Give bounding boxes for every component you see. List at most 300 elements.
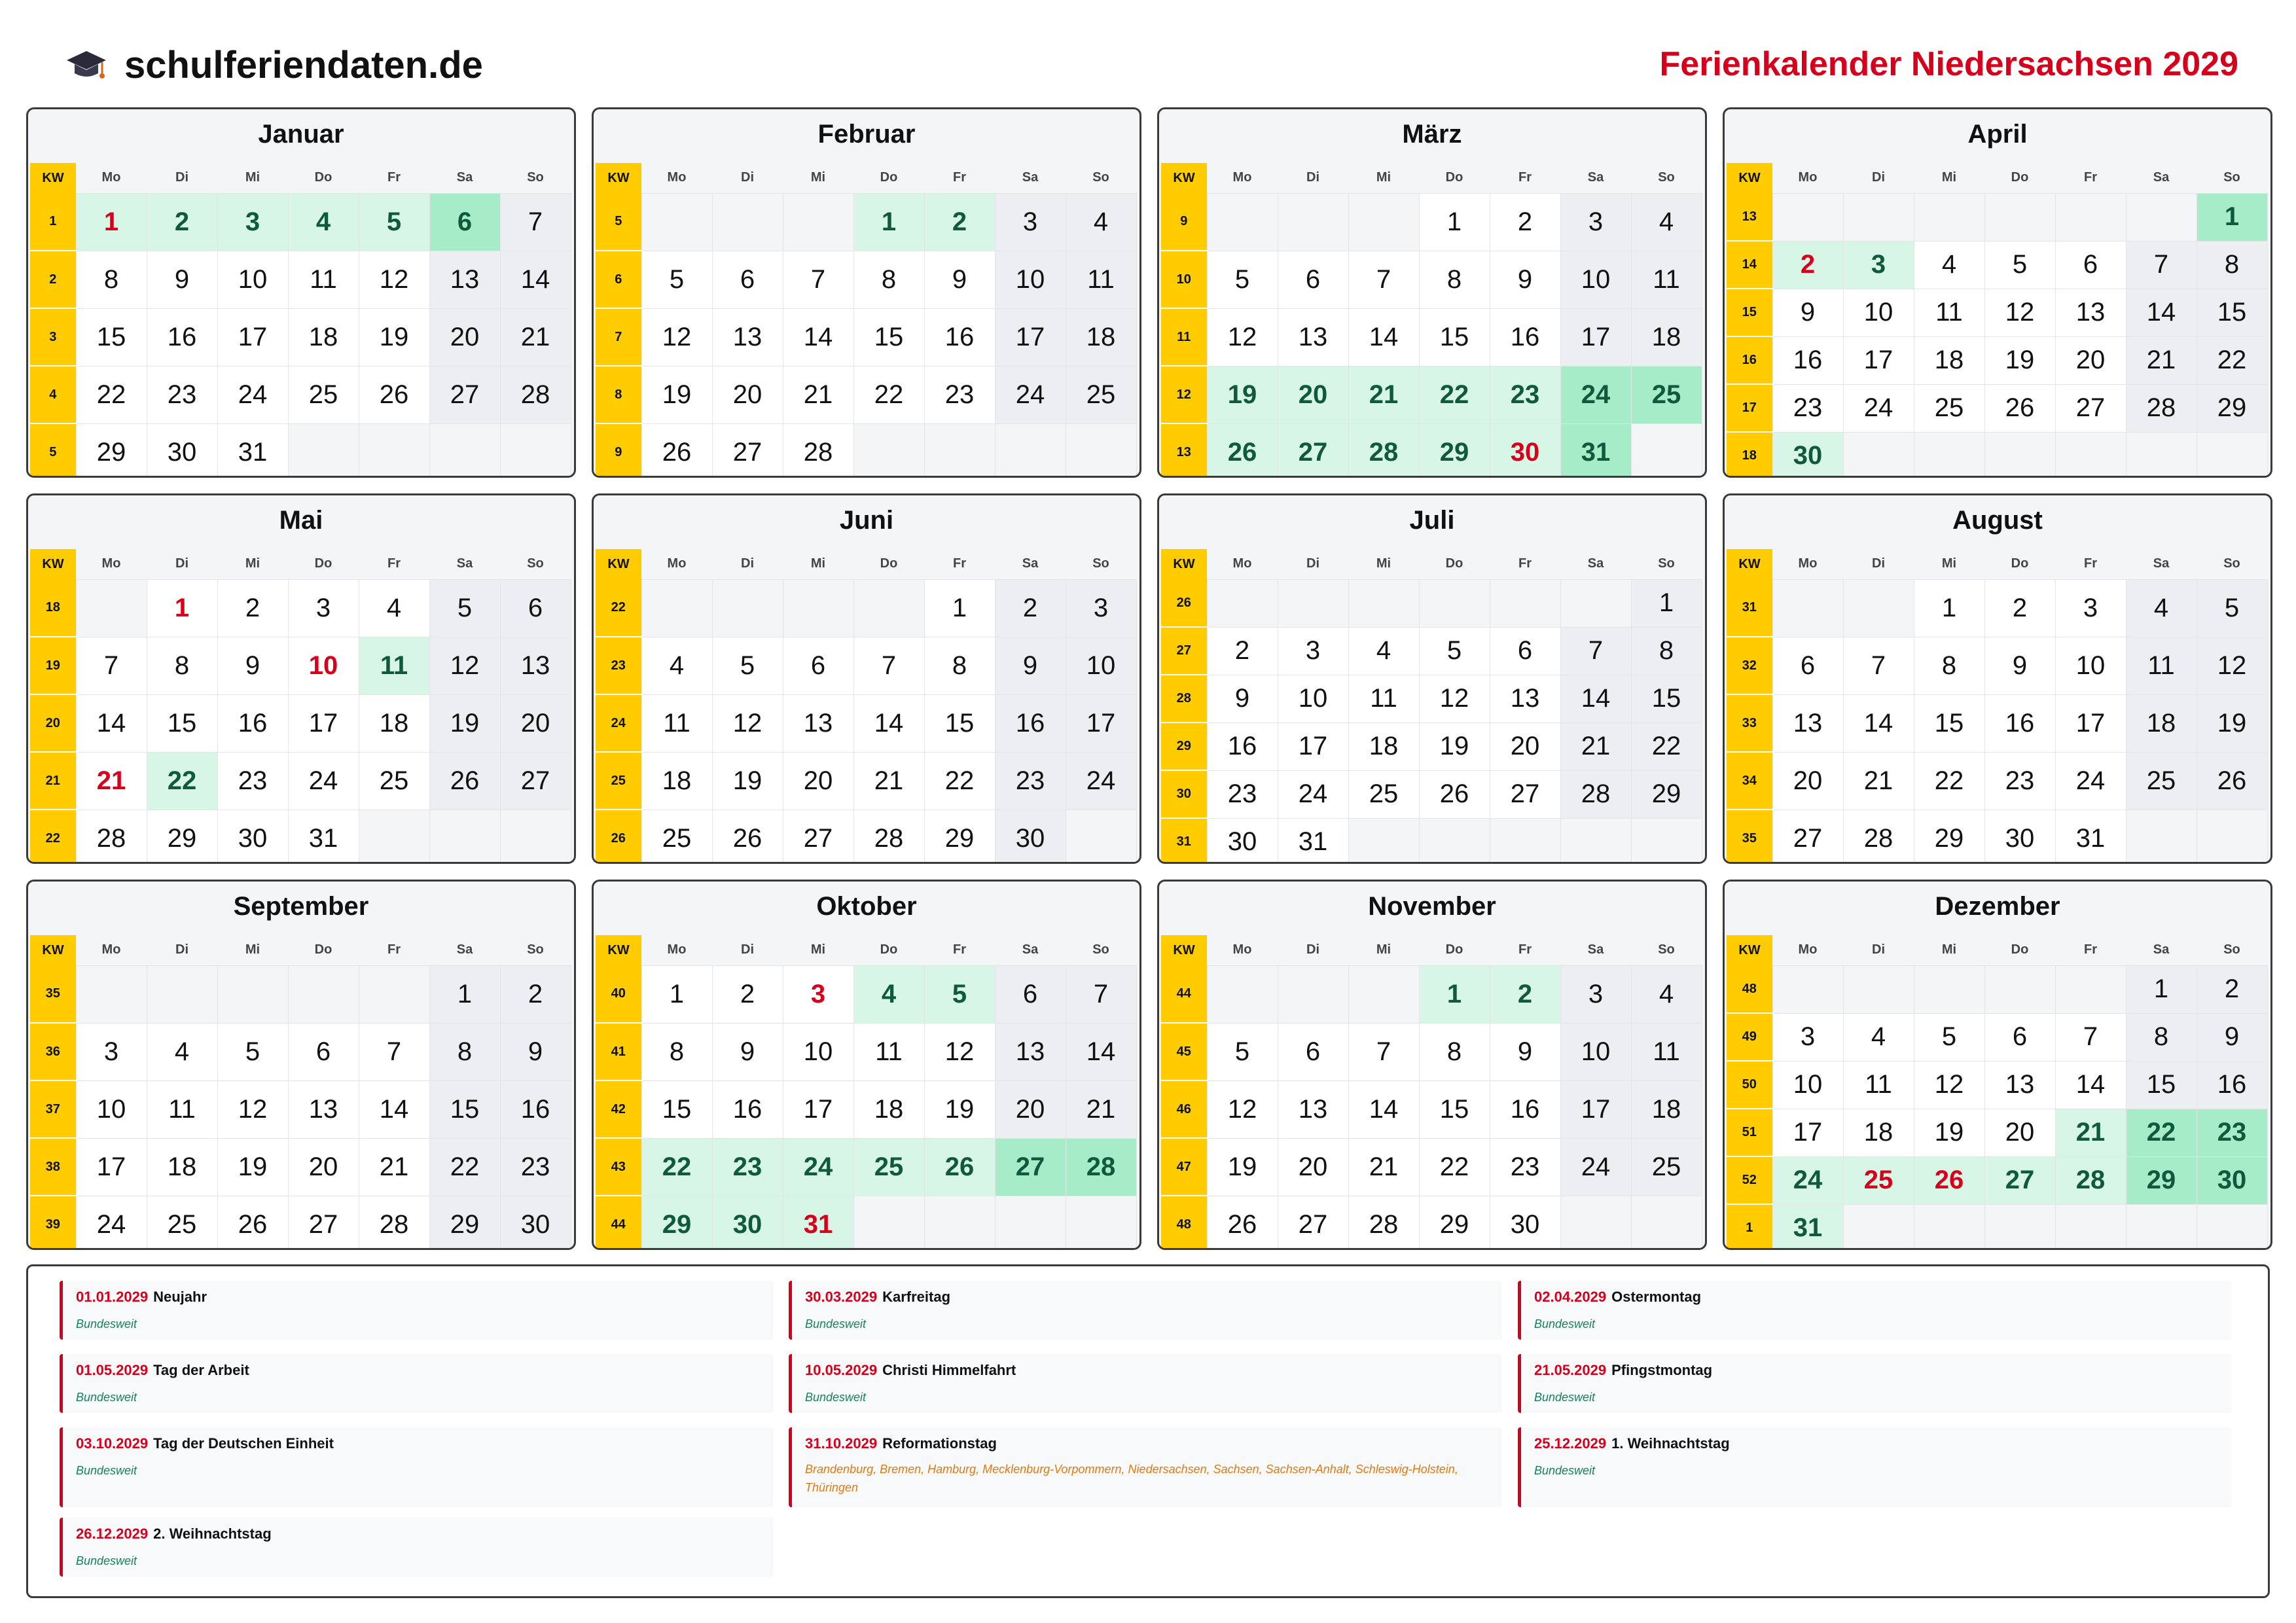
- week-row: [30, 637, 571, 694]
- weekday-header: Sa: [1587, 942, 1604, 957]
- day-cell: 25: [2126, 752, 2197, 810]
- weekday-header: Mo: [667, 170, 687, 185]
- holiday-date: 10.05.2029: [805, 1362, 878, 1378]
- weekday-header-row: [1727, 549, 2267, 579]
- vacation-day-cell: 22: [147, 752, 217, 810]
- day-cell: 14: [500, 251, 571, 308]
- empty-cell: [1560, 818, 1631, 864]
- vacation-day-cell: 26: [924, 1138, 995, 1196]
- day-cell: 6: [712, 251, 783, 308]
- kw-number: 21: [30, 752, 76, 810]
- day-cell: 19: [359, 308, 429, 366]
- day-cell: 12: [641, 308, 712, 366]
- day-cell: 10: [1772, 1061, 1843, 1109]
- weekday-header: Mi: [245, 556, 260, 571]
- kw-number: 22: [30, 810, 76, 864]
- month-table: [1727, 549, 2268, 864]
- month-11: [1157, 880, 1707, 1250]
- holiday-date: 21.05.2029: [1534, 1362, 1607, 1378]
- week-row: [1161, 675, 1702, 722]
- month-table: [596, 935, 1137, 1250]
- empty-cell: [1772, 193, 1843, 241]
- weekday-header: So: [1658, 942, 1675, 957]
- day-cell: 4: [147, 1023, 217, 1080]
- kw-number: 47: [1161, 1138, 1207, 1196]
- week-row: [1727, 752, 2267, 810]
- month-table: [1727, 163, 2268, 478]
- weekday-header: So: [527, 556, 544, 571]
- day-cell: 21: [783, 366, 853, 423]
- day-cell: 18: [2126, 694, 2197, 752]
- weekday-header: Do: [2011, 556, 2029, 571]
- vacation-day-cell: 27: [1984, 1156, 2055, 1204]
- day-cell: 25: [1914, 384, 1984, 432]
- day-cell: 20: [500, 694, 571, 752]
- day-cell: 20: [995, 1080, 1066, 1138]
- empty-cell: [1631, 1196, 1702, 1250]
- holiday-date: 25.12.2029: [1534, 1435, 1607, 1452]
- day-cell: 11: [1914, 289, 1984, 336]
- day-cell: 18: [1631, 308, 1702, 366]
- kw-number: 20: [30, 694, 76, 752]
- day-cell: 1: [641, 965, 712, 1023]
- kw-number: 29: [1161, 722, 1207, 770]
- day-cell: 2: [217, 579, 288, 637]
- holiday-entry: [1518, 1354, 2231, 1413]
- day-cell: 19: [2197, 694, 2267, 752]
- day-cell: 11: [1066, 251, 1136, 308]
- weekday-header: Sa: [1022, 942, 1039, 957]
- empty-cell: [1843, 193, 1914, 241]
- day-cell: 9: [1772, 289, 1843, 336]
- day-cell: 10: [76, 1080, 147, 1138]
- day-cell: 12: [1207, 308, 1278, 366]
- day-cell: 31: [288, 810, 359, 864]
- day-cell: 7: [1560, 627, 1631, 675]
- day-cell: 20: [429, 308, 500, 366]
- week-row: [1727, 579, 2267, 637]
- kw-number: 35: [30, 965, 76, 1023]
- month-3: [1157, 107, 1707, 478]
- holiday-heading: [76, 1289, 773, 1306]
- day-cell: 6: [995, 965, 1066, 1023]
- vacation-day-cell: 30: [1772, 432, 1843, 478]
- empty-cell: [2126, 193, 2197, 241]
- month-5: [26, 493, 576, 864]
- day-cell: 1: [1914, 579, 1984, 637]
- day-cell: 24: [1066, 752, 1136, 810]
- week-row: [1727, 694, 2267, 752]
- day-cell: 8: [1631, 627, 1702, 675]
- day-cell: 19: [1984, 336, 2055, 384]
- day-cell: 7: [1843, 637, 1914, 694]
- day-cell: 12: [924, 1023, 995, 1080]
- day-cell: 8: [1914, 637, 1984, 694]
- week-row: [596, 637, 1136, 694]
- weekday-header: Di: [1872, 556, 1885, 571]
- day-cell: 21: [2126, 336, 2197, 384]
- kw-header: KW: [30, 549, 76, 579]
- day-cell: 27: [1772, 810, 1843, 864]
- holiday-date: 30.03.2029: [805, 1289, 878, 1305]
- day-cell: 30: [1490, 1196, 1560, 1250]
- weekday-header: Mi: [810, 170, 826, 185]
- kw-header: KW: [30, 163, 76, 193]
- day-cell: 16: [1207, 722, 1278, 770]
- day-cell: 15: [924, 694, 995, 752]
- day-cell: 14: [359, 1080, 429, 1138]
- day-cell: 15: [1631, 675, 1702, 722]
- day-cell: 15: [76, 308, 147, 366]
- week-row: [596, 308, 1136, 366]
- kw-number: 2: [30, 251, 76, 308]
- day-cell: 30: [1207, 818, 1278, 864]
- week-row: [596, 694, 1136, 752]
- day-cell: 29: [924, 810, 995, 864]
- vacation-day-cell: 4: [853, 965, 924, 1023]
- day-cell: 11: [288, 251, 359, 308]
- day-cell: 12: [1207, 1080, 1278, 1138]
- graduation-cap-icon: [65, 45, 107, 86]
- day-cell: 12: [1419, 675, 1490, 722]
- day-cell: 9: [147, 251, 217, 308]
- kw-number: 42: [596, 1080, 641, 1138]
- day-cell: 5: [1914, 1013, 1984, 1061]
- kw-number: 1: [1727, 1204, 1772, 1250]
- week-row: [1727, 1156, 2267, 1204]
- weekday-header: Do: [314, 170, 332, 185]
- week-row: [30, 1138, 571, 1196]
- day-cell: 3: [1278, 627, 1348, 675]
- vacation-day-cell: 23: [2197, 1109, 2267, 1156]
- weekday-header-row: [1161, 549, 1702, 579]
- empty-cell: [76, 965, 147, 1023]
- day-cell: 25: [359, 752, 429, 810]
- day-cell: 11: [1631, 251, 1702, 308]
- day-cell: 27: [429, 366, 500, 423]
- empty-cell: [1843, 579, 1914, 637]
- weekday-header: Sa: [1587, 170, 1604, 185]
- day-cell: 2: [995, 579, 1066, 637]
- kw-number: 31: [1727, 579, 1772, 637]
- day-cell: 18: [1066, 308, 1136, 366]
- vacation-day-cell: 1: [1419, 965, 1490, 1023]
- weekday-header: Mi: [810, 942, 826, 957]
- day-cell: 22: [1631, 722, 1702, 770]
- vacation-day-cell: 2: [924, 193, 995, 251]
- day-cell: 4: [1066, 193, 1136, 251]
- day-cell: 12: [359, 251, 429, 308]
- kw-number: 5: [30, 423, 76, 478]
- day-cell: 22: [1419, 1138, 1490, 1196]
- day-cell: 24: [217, 366, 288, 423]
- kw-number: 32: [1727, 637, 1772, 694]
- empty-cell: [1843, 965, 1914, 1013]
- week-row: [1161, 193, 1702, 251]
- month-1: [26, 107, 576, 478]
- day-cell: 9: [1490, 1023, 1560, 1080]
- day-cell: 7: [1348, 251, 1419, 308]
- weekday-header: Mi: [1376, 556, 1391, 571]
- empty-cell: [1348, 193, 1419, 251]
- day-cell: 28: [76, 810, 147, 864]
- day-cell: 14: [1348, 1080, 1419, 1138]
- day-cell: 31: [2055, 810, 2126, 864]
- day-cell: 30: [217, 810, 288, 864]
- day-cell: 23: [500, 1138, 571, 1196]
- day-cell: 24: [995, 366, 1066, 423]
- day-cell: 18: [641, 752, 712, 810]
- week-row: [30, 752, 571, 810]
- holiday-date: 31.10.2029: [805, 1435, 878, 1452]
- weekday-header: Fr: [2084, 556, 2097, 571]
- vacation-day-cell: 24: [1560, 366, 1631, 423]
- day-cell: 14: [1066, 1023, 1136, 1080]
- day-cell: 9: [995, 637, 1066, 694]
- kw-number: 22: [596, 579, 641, 637]
- day-cell: 8: [147, 637, 217, 694]
- day-cell: 9: [2197, 1013, 2267, 1061]
- empty-cell: [1772, 579, 1843, 637]
- weekday-header: Mo: [1232, 170, 1252, 185]
- day-cell: 16: [1772, 336, 1843, 384]
- day-cell: 13: [1278, 308, 1348, 366]
- weekday-header: Fr: [1518, 170, 1532, 185]
- empty-cell: [1984, 965, 2055, 1013]
- day-cell: 29: [1914, 810, 1984, 864]
- day-cell: 24: [2055, 752, 2126, 810]
- weekday-header: Fr: [953, 170, 966, 185]
- day-cell: 17: [995, 308, 1066, 366]
- day-cell: 8: [641, 1023, 712, 1080]
- day-cell: 5: [1207, 251, 1278, 308]
- week-row: [1161, 818, 1702, 864]
- day-cell: 29: [76, 423, 147, 478]
- day-cell: 28: [2126, 384, 2197, 432]
- day-cell: 12: [712, 694, 783, 752]
- day-cell: 14: [853, 694, 924, 752]
- week-row: [596, 423, 1136, 478]
- day-cell: 10: [1560, 1023, 1631, 1080]
- day-cell: 2: [1984, 579, 2055, 637]
- holiday-entry: [789, 1354, 1502, 1413]
- kw-number: 9: [596, 423, 641, 478]
- day-cell: 3: [1066, 579, 1136, 637]
- holiday-day-cell: 2: [1772, 241, 1843, 289]
- empty-cell: [1207, 579, 1278, 627]
- empty-cell: [853, 423, 924, 478]
- day-cell: 29: [429, 1196, 500, 1250]
- kw-number: 43: [596, 1138, 641, 1196]
- kw-number: 7: [596, 308, 641, 366]
- month-name: Mai: [279, 506, 323, 535]
- day-cell: 23: [924, 366, 995, 423]
- month-4: [1723, 107, 2272, 478]
- weekday-header: Di: [175, 170, 188, 185]
- weekday-header-row: [1161, 163, 1702, 193]
- weekday-header: Mo: [101, 556, 121, 571]
- kw-number: 44: [1161, 965, 1207, 1023]
- day-cell: 17: [1066, 694, 1136, 752]
- weekday-header: Mo: [101, 942, 121, 957]
- week-row: [596, 965, 1136, 1023]
- weekday-header-row: [1727, 935, 2267, 965]
- holiday-entry: [1518, 1427, 2231, 1507]
- weekday-header: Fr: [953, 556, 966, 571]
- day-cell: 19: [1207, 1138, 1278, 1196]
- kw-number: 23: [596, 637, 641, 694]
- day-cell: 12: [1914, 1061, 1984, 1109]
- day-cell: 2: [712, 965, 783, 1023]
- week-row: [596, 579, 1136, 637]
- vacation-day-cell: 2: [147, 193, 217, 251]
- kw-number: 26: [596, 810, 641, 864]
- kw-number: 48: [1727, 965, 1772, 1013]
- weekday-header: Do: [1445, 942, 1463, 957]
- holiday-name: Christi Himmelfahrt: [882, 1362, 1016, 1378]
- holiday-name: Neujahr: [153, 1289, 207, 1305]
- day-cell: 22: [2197, 336, 2267, 384]
- day-cell: 15: [147, 694, 217, 752]
- day-cell: 30: [1984, 810, 2055, 864]
- month-table: [596, 163, 1137, 478]
- day-cell: 9: [924, 251, 995, 308]
- month-6: [592, 493, 1141, 864]
- weekday-header: Mo: [1232, 942, 1252, 957]
- day-cell: 21: [359, 1138, 429, 1196]
- day-cell: 17: [288, 694, 359, 752]
- day-cell: 6: [500, 579, 571, 637]
- weekday-header: So: [1092, 942, 1109, 957]
- day-cell: 25: [147, 1196, 217, 1250]
- weekday-header: So: [527, 170, 544, 185]
- weekday-header: Mi: [1941, 556, 1957, 571]
- week-row: [30, 810, 571, 864]
- holiday-heading: [805, 1289, 1502, 1306]
- weekday-header: Fr: [387, 556, 401, 571]
- day-cell: 7: [783, 251, 853, 308]
- day-cell: 20: [288, 1138, 359, 1196]
- empty-cell: [2055, 193, 2126, 241]
- month-name: November: [1368, 892, 1496, 921]
- weekday-header: Di: [1306, 170, 1319, 185]
- vacation-day-cell: 27: [1278, 423, 1348, 478]
- day-cell: 4: [2126, 579, 2197, 637]
- empty-cell: [1419, 818, 1490, 864]
- weekday-header: Mi: [810, 556, 826, 571]
- month-name: April: [1967, 120, 2028, 149]
- page-header: [65, 38, 2238, 97]
- kw-number: 40: [596, 965, 641, 1023]
- day-cell: 13: [1278, 1080, 1348, 1138]
- week-row: [1727, 432, 2267, 478]
- holiday-entry: [60, 1281, 773, 1340]
- kw-number: 24: [596, 694, 641, 752]
- day-cell: 4: [1914, 241, 1984, 289]
- day-cell: 16: [2197, 1061, 2267, 1109]
- holiday-day-cell: 26: [1914, 1156, 1984, 1204]
- day-cell: 9: [1207, 675, 1278, 722]
- kw-number: 6: [596, 251, 641, 308]
- vacation-day-cell: 23: [712, 1138, 783, 1196]
- week-row: [1161, 308, 1702, 366]
- empty-cell: [1914, 1204, 1984, 1250]
- day-cell: 1: [1419, 193, 1490, 251]
- day-cell: 13: [712, 308, 783, 366]
- empty-cell: [1207, 193, 1278, 251]
- day-cell: 30: [500, 1196, 571, 1250]
- weekday-header: Mo: [667, 942, 687, 957]
- week-row: [1727, 289, 2267, 336]
- day-cell: 30: [147, 423, 217, 478]
- kw-number: 18: [1727, 432, 1772, 478]
- kw-number: 27: [1161, 627, 1207, 675]
- week-row: [1727, 336, 2267, 384]
- holiday-heading: [1534, 1435, 2231, 1452]
- day-cell: 21: [1560, 722, 1631, 770]
- day-cell: 11: [1348, 675, 1419, 722]
- day-cell: 5: [641, 251, 712, 308]
- holiday-region: Bundesweit: [76, 1391, 137, 1404]
- day-cell: 10: [995, 251, 1066, 308]
- week-row: [1727, 1109, 2267, 1156]
- site-logo[interactable]: [65, 43, 483, 87]
- day-cell: 20: [712, 366, 783, 423]
- day-cell: 2: [1490, 193, 1560, 251]
- day-cell: 14: [1843, 694, 1914, 752]
- day-cell: 15: [641, 1080, 712, 1138]
- kw-number: 18: [30, 579, 76, 637]
- day-cell: 16: [712, 1080, 783, 1138]
- day-cell: 7: [76, 637, 147, 694]
- kw-number: 26: [1161, 579, 1207, 627]
- week-row: [1161, 1080, 1702, 1138]
- kw-number: 30: [1161, 770, 1207, 818]
- empty-cell: [500, 423, 571, 478]
- kw-number: 49: [1727, 1013, 1772, 1061]
- vacation-day-cell: 23: [1490, 366, 1560, 423]
- day-cell: 5: [1207, 1023, 1278, 1080]
- empty-cell: [1066, 1196, 1136, 1250]
- kw-header: KW: [596, 163, 641, 193]
- day-cell: 1: [1631, 579, 1702, 627]
- empty-cell: [359, 423, 429, 478]
- month-name: März: [1402, 120, 1462, 149]
- day-cell: 17: [1278, 722, 1348, 770]
- day-cell: 26: [1207, 1196, 1278, 1250]
- empty-cell: [1560, 1196, 1631, 1250]
- vacation-day-cell: 31: [1560, 423, 1631, 478]
- holiday-day-cell: 1: [76, 193, 147, 251]
- public-holidays-panel: [26, 1264, 2270, 1598]
- empty-cell: [147, 965, 217, 1023]
- empty-cell: [995, 1196, 1066, 1250]
- holiday-date: 03.10.2029: [76, 1435, 149, 1452]
- kw-header: KW: [1161, 935, 1207, 965]
- holiday-region: Bundesweit: [1534, 1464, 1596, 1477]
- day-cell: 16: [924, 308, 995, 366]
- week-row: [30, 423, 571, 478]
- weekday-header: Fr: [2084, 170, 2097, 185]
- week-row: [596, 193, 1136, 251]
- weekday-header: Fr: [1518, 556, 1532, 571]
- day-cell: 27: [712, 423, 783, 478]
- week-row: [30, 1023, 571, 1080]
- day-cell: 24: [76, 1196, 147, 1250]
- holiday-date: 01.01.2029: [76, 1289, 149, 1305]
- vacation-day-cell: 19: [1207, 366, 1278, 423]
- empty-cell: [712, 579, 783, 637]
